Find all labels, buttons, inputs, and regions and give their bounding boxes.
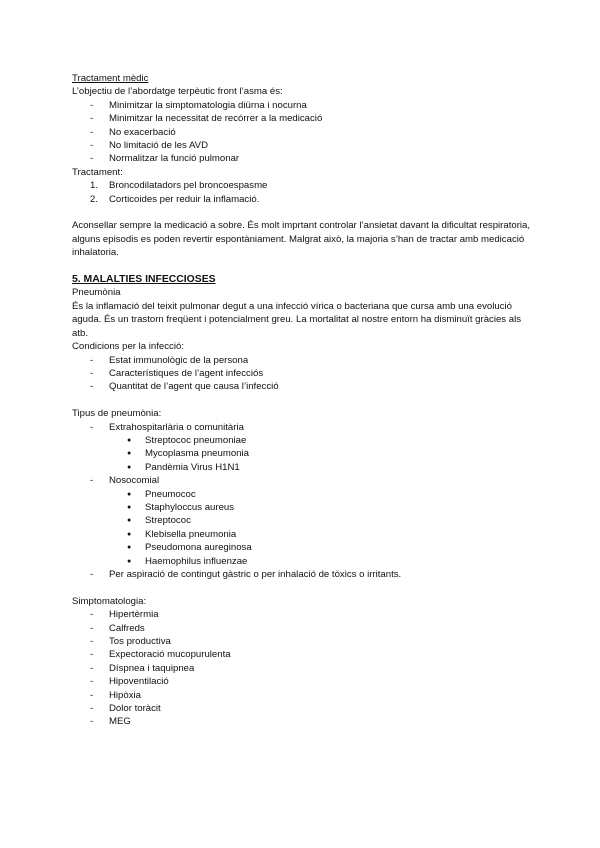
list-item: - Díspnea i taquipnea <box>72 662 532 675</box>
nosocomial-list <box>109 488 532 568</box>
type-extrahospitalary: Extrahospitarlària o comunitària <box>109 421 244 433</box>
treatment-heading: Tractament mèdic <box>72 73 149 84</box>
conditions-label: Condicions per la infecció: <box>72 341 184 353</box>
list-item: - Quantitat de l’agent que causa l’infecció <box>72 380 532 393</box>
list-item: ● Mycoplasma pneumonia <box>109 447 532 460</box>
section-title: 5. MALALTIES INFECCIOSES <box>72 274 216 286</box>
list-item: - Hipoventilació <box>72 675 532 688</box>
list-item: - Tos productiva <box>72 635 532 648</box>
list-item: - MEG <box>72 715 532 728</box>
objectives-list <box>72 99 532 166</box>
types-label: Tipus de pneumònia: <box>72 408 162 420</box>
treatment-label: Tractament: <box>72 166 123 178</box>
list-number: 2. <box>90 193 99 205</box>
list-item <box>72 193 532 206</box>
list-item: - Dolor toràcit <box>72 702 532 715</box>
list-item: ● Pneumococ <box>109 488 532 501</box>
section-subtitle: Pneumònia <box>72 287 121 299</box>
list-item: - Hipòxia <box>72 689 532 702</box>
types-list <box>72 421 532 582</box>
list-item: - Característiques de l’agent infecciós <box>72 367 532 380</box>
treatment-intro: L’objectiu de l’abordatge terpèutic front l’asma és: <box>72 86 283 98</box>
list-item: ● Pseudomona aureginosa <box>109 541 532 554</box>
list-item: - Minimitzar la necessitat de recórrer a la medicació <box>72 112 532 125</box>
treatments-list <box>72 179 532 206</box>
definition-paragraph: És la inflamació del teixit pulmonar degut a una infecció vírica o bacteriana que cursa amb una evolució aguda. És un trastorn freqüent i potencialment greu. La mortalitat al nostre entorn ha disminuït gràcies als atb. <box>72 300 522 339</box>
list-item: - Estat immunològic de la persona <box>72 354 532 367</box>
conditions-list <box>72 354 532 394</box>
symptoms-label: Simptomatologia: <box>72 595 147 607</box>
list-item: ● Klebisella pneumonia <box>109 528 532 541</box>
list-item: - Hipertèrmia <box>72 608 532 621</box>
list-item <box>72 474 532 568</box>
list-text: Corticoides per reduir la inflamació. <box>109 193 260 205</box>
list-item: - Normalitzar la funció pulmonar <box>72 152 532 165</box>
list-text: Broncodilatadors pel broncoespasme <box>109 180 268 192</box>
list-item <box>72 421 532 475</box>
list-item <box>72 179 532 192</box>
list-item: - Minimitzar la simptomatologia diürna i nocurna <box>72 99 532 112</box>
list-item: - Expectoració mucopurulenta <box>72 648 532 661</box>
list-item: - No exacerbació <box>72 126 532 139</box>
advice-paragraph: Aconsellar sempre la medicació a sobre. És molt imprtant controlar l’ansietat davant la dificultat respiratoria, alguns episodis es poden revertir espontàniament. Malgrat això, la majoria s’han de tractar amb medicació inhalatoria. <box>72 220 531 259</box>
document-page <box>72 72 532 729</box>
list-item: - Calfreds <box>72 622 532 635</box>
list-item: ● Streptococ <box>109 514 532 527</box>
list-item: ● Streptococ pneumoniae <box>109 434 532 447</box>
list-item: ● Pandèmia Virus H1N1 <box>109 461 532 474</box>
symptoms-list <box>72 608 532 729</box>
type-nosocomial: Nosocomial <box>109 475 160 487</box>
extrahospitalary-list <box>109 434 532 474</box>
list-item: - No limitació de les AVD <box>72 139 532 152</box>
list-number: 1. <box>90 180 99 192</box>
list-item: - Per aspiració de contingut gàstric o per inhalació de tòxics o irritants. <box>72 568 532 581</box>
list-item: ● Haemophilus influenzae <box>109 555 532 568</box>
list-item: ● Staphyloccus aureus <box>109 501 532 514</box>
